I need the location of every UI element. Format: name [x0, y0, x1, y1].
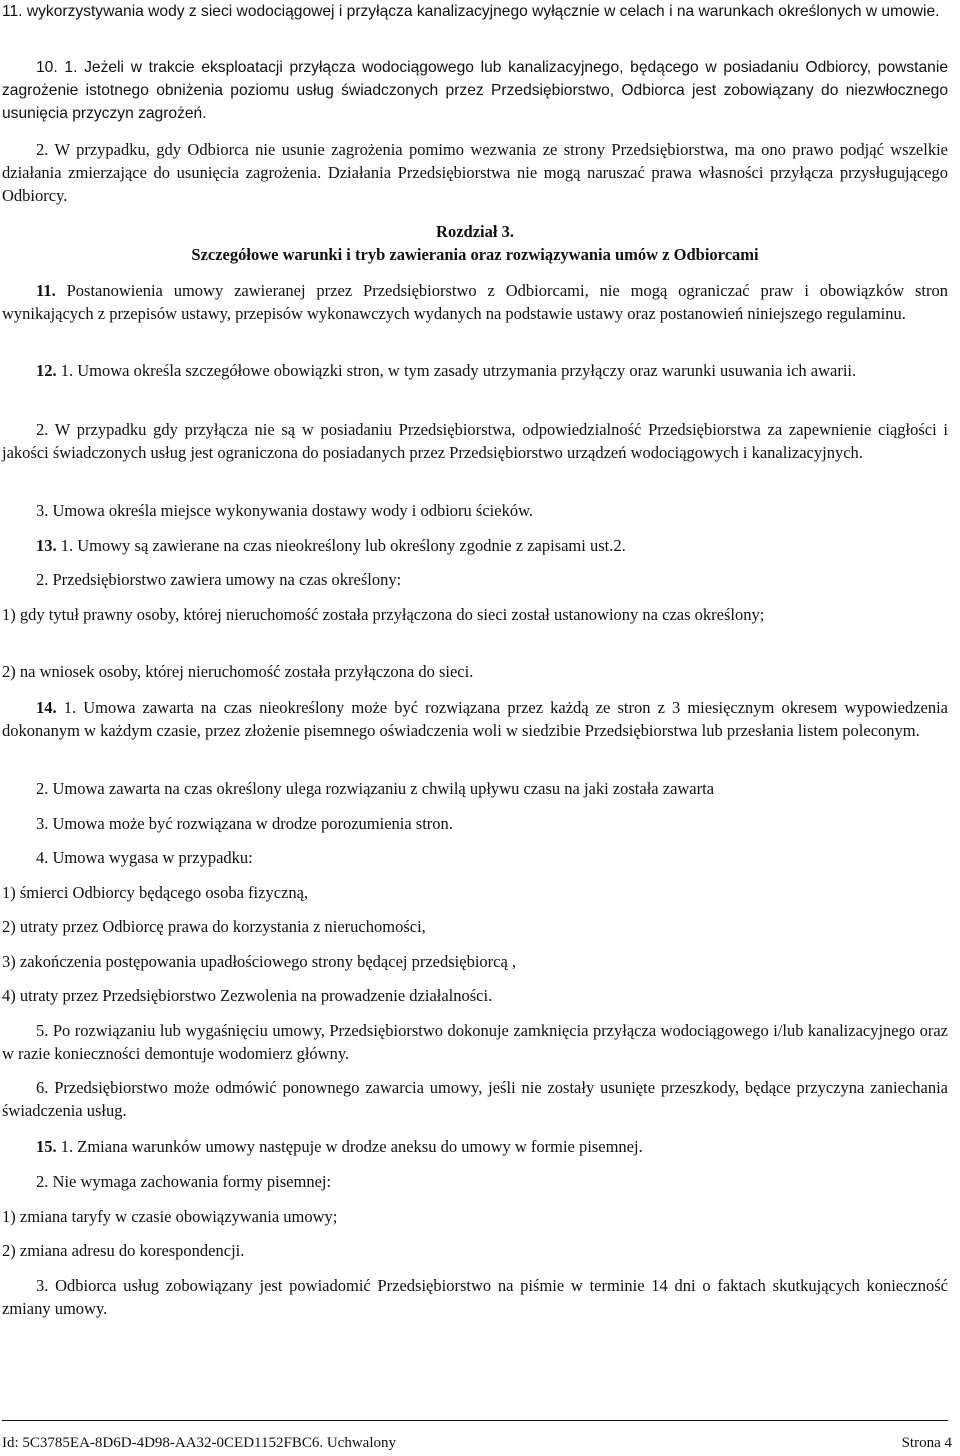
- paragraph-number: 13.: [36, 536, 57, 555]
- paragraph-number: 12.: [36, 361, 57, 380]
- list-item-par14-point2: 2) utraty przez Odbiorcę prawa do korzystania z nieruchomości,: [2, 917, 426, 936]
- paragraph-par13-item2: 2. Przedsiębiorstwo zawiera umowy na czas określony:: [36, 570, 402, 589]
- paragraph-par14-item1: 14. 1. Umowa zawarta na czas nieokreślony może być rozwiązana przez każdą ze stron z 3 miesięcznym okresem wypowiedzenia dokonanym w każdym czasie, przez złożenie pisemnego oświadczenia woli w siedzibie Przedsiębiorstwa lub przesłania listem poleconym.: [2, 698, 949, 740]
- paragraph-par14-item4: 4. Umowa wygasa w przypadku:: [36, 848, 253, 867]
- list-item-par13-point2: 2) na wniosek osoby, której nieruchomość została przyłączona do sieci.: [2, 662, 474, 681]
- paragraph-par14-item6: 6. Przedsiębiorstwo może odmówić ponownego zawarcia umowy, jeśli nie zostały usunięte przeszkody, będące przyczyna zaniechania świadczenia usług.: [2, 1078, 948, 1120]
- paragraph-par14-item5: 5. Po rozwiązaniu lub wygaśnięciu umowy, Przedsiębiorstwo dokonuje zamknięcia przyłącza wodociągowego i/lub kanalizacyjnego oraz w razie konieczności demontuje wodomierz główny.: [2, 1021, 948, 1063]
- page-footer: [2, 1433, 952, 1453]
- paragraph-par15-item1: 15. 1. Zmiana warunków umowy następuje w drodze aneksu do umowy w formie pisemnej.: [36, 1137, 643, 1156]
- paragraph-par15-item3: 3. Odbiorca usług zobowiązany jest powiadomić Przedsiębiorstwo na piśmie w terminie 14 dni o faktach skutkujących konieczność zmiany umowy.: [2, 1276, 948, 1318]
- list-item-par14-point1: 1) śmierci Odbiorcy będącego osoba fizyczną,: [2, 883, 309, 902]
- paragraph-par12-item2: 2. W przypadku gdy przyłącza nie są w posiadaniu Przedsiębiorstwa, odpowiedzialność Przedsiębiorstwa za zapewnienie ciągłości i jakości świadczonych usług jest ograniczona do posiadanych przez Przedsiębiorstwo urządzeń wodociągowych i kanalizacyjnych.: [2, 420, 948, 462]
- paragraph-par10-item2: 2. W przypadku, gdy Odbiorca nie usunie zagrożenia pomimo wezwania ze strony Przedsiębiorstwa, ma ono prawo podjąć wszelkie działania zmierzające do usunięcia zagrożenia. Działania Przedsiębiorstwa nie mogą naruszać prawa własności przyłącza przysługującego Odbiorcy.: [2, 140, 948, 205]
- paragraph-par15-item2: 2. Nie wymaga zachowania formy pisemnej:: [36, 1172, 332, 1191]
- paragraph-number: 14.: [36, 698, 57, 717]
- paragraph-par10-item1: 10. 1. Jeżeli w trakcie eksploatacji przyłącza wodociągowego lub kanalizacyjnego, będącego w posiadaniu Odbiorcy, powstanie zagrożenie istotnego obniżenia poziomu usług świadczonych przez Przedsiębiorstwo, Odbiorca jest zobowiązany do niezwłocznego usunięcia przyczyn zagrożeń.: [2, 59, 948, 122]
- list-item-par15-point2: 2) zmiana adresu do korespondencji.: [2, 1241, 245, 1260]
- paragraph-par12-item3: 3. Umowa określa miejsce wykonywania dostawy wody i odbioru ścieków.: [36, 501, 534, 520]
- paragraph-par11: 11. Postanowienia umowy zawieranej przez Przedsiębiorstwo z Odbiorcami, nie mogą ograniczać praw i obowiązków stron wynikających z przepisów ustawy, przepisów wykonawczych wydanych na podstawie ustawy oraz postanowień niniejszego regulaminu.: [2, 281, 949, 323]
- paragraph-number: 15.: [36, 1137, 57, 1156]
- paragraph-par14-item2: 2. Umowa zawarta na czas określony ulega rozwiązaniu z chwilą upływu czasu na jaki została zawarta: [36, 779, 715, 798]
- paragraph-par14-item3: 3. Umowa może być rozwiązana w drodze porozumienia stron.: [36, 814, 453, 833]
- paragraph-par10-item11: 11. wykorzystywania wody z sieci wodociągowej i przyłącza kanalizacyjnego wyłącznie w celach i na warunkach określonych w umowie.: [2, 3, 940, 20]
- paragraph-par13-item1: 13. 1. Umowy są zawierane na czas nieokreślony lub określony zgodnie z zapisami ust.2.: [36, 536, 626, 555]
- list-item-par15-point1: 1) zmiana taryfy w czasie obowiązywania umowy;: [2, 1207, 338, 1226]
- list-item-par13-point1: 1) gdy tytuł prawny osoby, której nieruchomość została przyłączona do sieci został ustanowiony na czas określony;: [2, 605, 765, 624]
- footer-divider: [2, 1420, 948, 1421]
- chapter-number: Rozdział 3.: [436, 222, 514, 241]
- list-item-par14-point4: 4) utraty przez Przedsiębiorstwo Zezwolenia na prowadzenie działalności.: [2, 986, 493, 1005]
- chapter-title: Szczegółowe warunki i tryb zawierania oraz rozwiązywania umów z Odbiorcami: [191, 245, 759, 264]
- list-item-par14-point3: 3) zakończenia postępowania upadłościowego strony będącej przedsiębiorcą ,: [2, 952, 517, 971]
- footer-document-id: Id: 5C3785EA-8D6D-4D98-AA32-0CED1152FBC6. Uchwalony: [2, 1435, 396, 1451]
- paragraph-number: 11.: [36, 281, 56, 300]
- page-number: Strona 4: [901, 1435, 952, 1451]
- paragraph-number: 10.: [36, 59, 58, 76]
- paragraph-par12-item1: 12. 1. Umowa określa szczegółowe obowiązki stron, w tym zasady utrzymania przyłączy oraz warunki usuwania ich awarii.: [36, 361, 857, 380]
